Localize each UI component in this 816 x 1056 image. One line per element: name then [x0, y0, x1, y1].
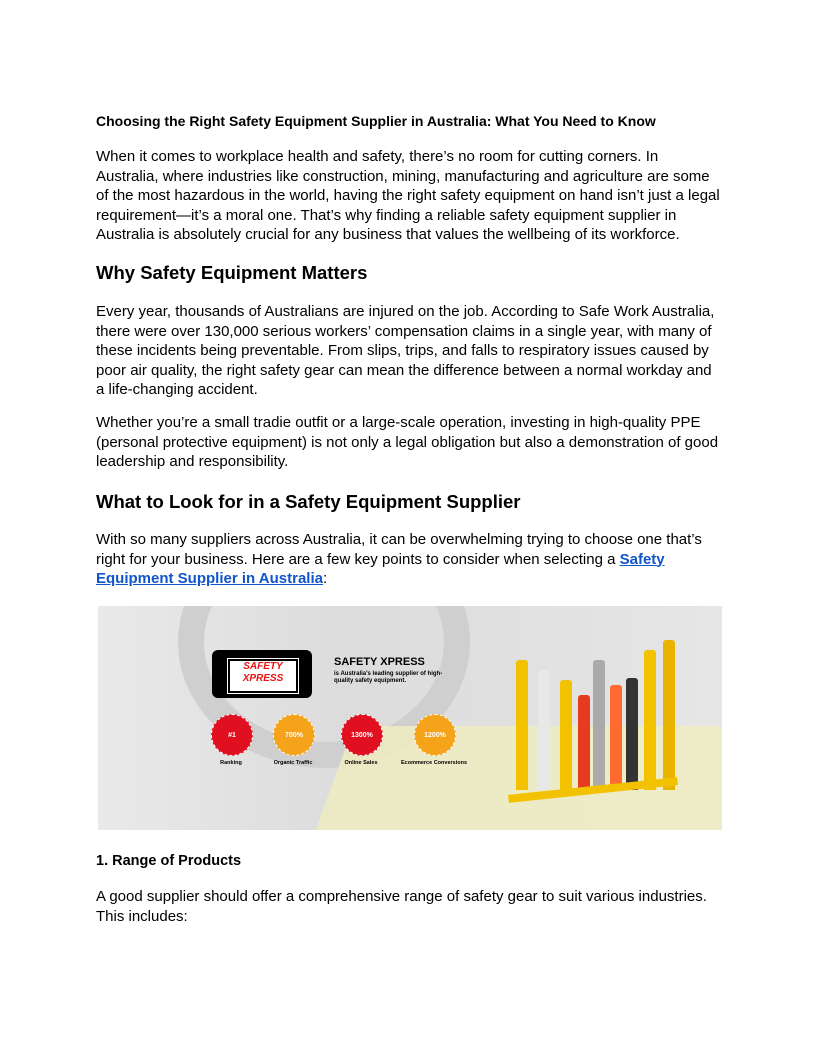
stat-label: Online Sales — [344, 760, 378, 766]
safety-xpress-logo — [212, 650, 312, 698]
stat-label: Organic Traffic — [273, 760, 313, 766]
safety-xpress-banner-image — [98, 606, 722, 830]
stat-circle-organic: 700% — [273, 714, 315, 756]
look-paragraph — [96, 530, 722, 589]
look-text: With so many suppliers across Australia, it can be overwhelming trying to choose one that’s right for your business. Here are a few key points to consider when selecting a — [96, 531, 702, 568]
why-paragraph-1: Every year, thousands of Australians are injured on the job. According to Safe Work Australia, there were over 130,000 serious workers’ compensation claims in a single year, with many of these incidents being preventable. From slips, trips, and falls to respiratory issues caused by poor air quality, the right safety gear can mean the difference between a normal workday and a life-changing accident. — [96, 303, 715, 398]
stat-label: Ecommerce Conversions — [400, 760, 468, 766]
brand-tagline: is Australia's leading supplier of high-quality safety equipment. — [334, 671, 443, 684]
supplier-link[interactable]: Safety Equipment Supplier in Australia — [96, 550, 665, 587]
document-title: Choosing the Right Safety Equipment Supplier in Australia: What You Need to Know — [96, 113, 656, 129]
stat-circle-sales: 1300% — [341, 714, 383, 756]
intro-paragraph: When it comes to workplace health and safety, there’s no room for cutting corners. In Australia, where industries like construction, mining, manufacturing and agriculture are some of the most hazardous in the world, having the right safety equipment on hand isn’t just a legal requirement—it’s a moral one. That’s why finding a reliable safety equipment supplier in Australia is absolutely crucial for any business that values the wellbeing of its workforce. — [96, 148, 720, 243]
brand-name: SAFETY XPRESS — [334, 656, 425, 668]
stat-circle-conversions: 1200% — [414, 714, 456, 756]
stat-label: Ranking — [220, 760, 242, 766]
range-paragraph: A good supplier should offer a comprehensive range of safety gear to suit various industries. This includes: — [96, 888, 707, 925]
look-text-end: : — [322, 570, 328, 587]
logo-text: SAFETY XPRESS — [228, 659, 298, 693]
stat-circle-ranking: #1 — [211, 714, 253, 756]
heading-look: What to Look for in a Safety Equipment Supplier — [96, 491, 521, 512]
heading-range: 1. Range of Products — [96, 853, 242, 869]
why-paragraph-2: Whether you’re a small tradie outfit or a large-scale operation, investing in high-quality PPE (personal protective equipment) is not only a legal obligation but also a demonstration of good leadership and responsibility. — [96, 414, 719, 470]
heading-why: Why Safety Equipment Matters — [96, 262, 368, 283]
